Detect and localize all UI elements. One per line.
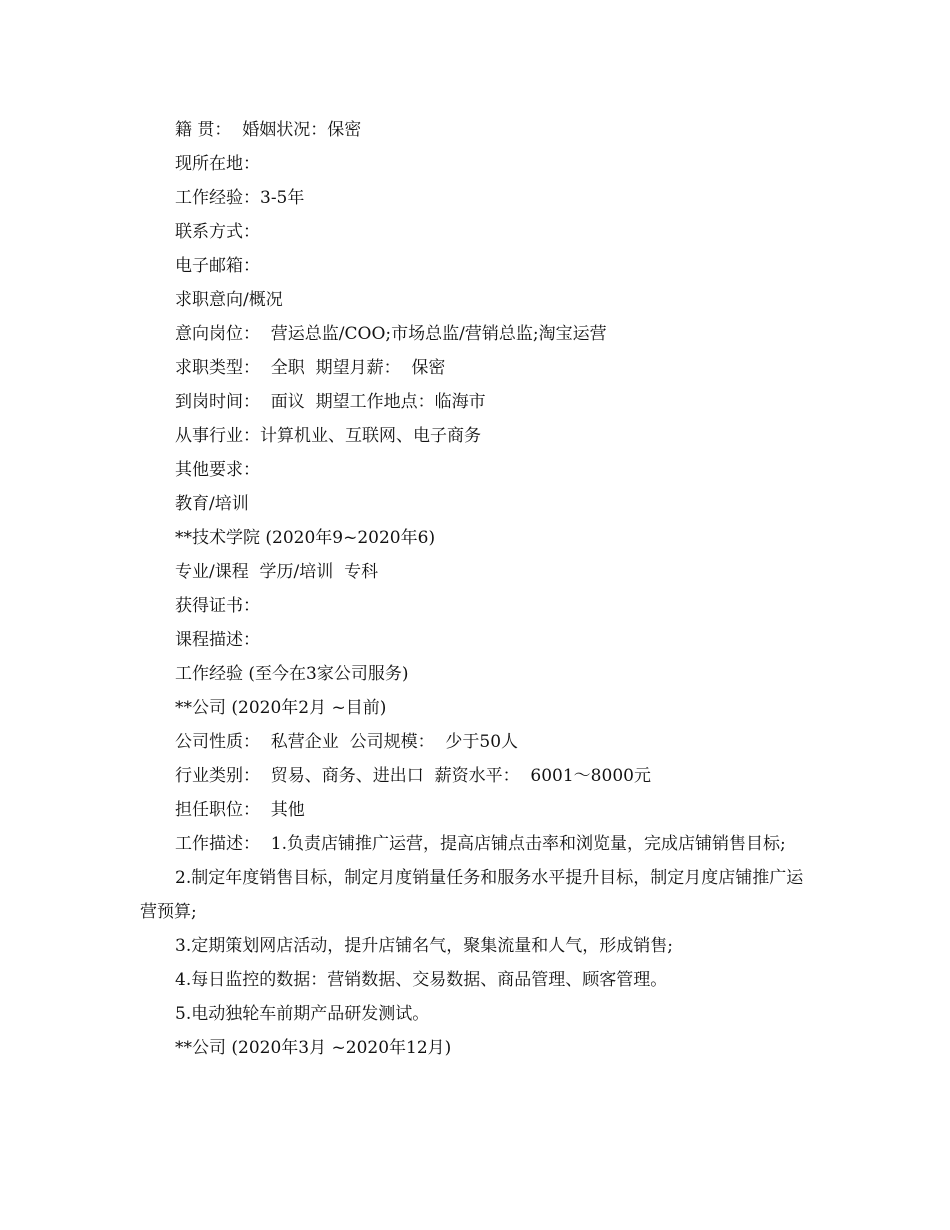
resume-content <box>140 113 820 1065</box>
contact-line: 联系方式： <box>175 222 260 242</box>
industry-category-salary-line: 行业类别： 贸易、商务、进出口 薪资水平： 6001～8000元 <box>175 766 651 786</box>
work-description-paragraph-2: 2.制定年度销售目标，制定月度销量任务和服务水平提升目标，制定月度店铺推广运营预算; <box>140 868 804 922</box>
company-2-line: **公司 (2020年3月 ~2020年12月) <box>175 1038 452 1058</box>
work-description-item-3: 3.定期策划网店活动，提升店铺名气，聚集流量和人气，形成销售; <box>175 936 673 956</box>
job-type-salary-line: 求职类型： 全职 期望月薪： 保密 <box>175 358 446 378</box>
school-line: **技术学院 (2020年9~2020年6) <box>175 528 436 548</box>
certificates-line: 获得证书： <box>175 596 260 616</box>
section-heading-education: 教育/培训 <box>175 494 249 514</box>
section-heading-work-experience: 工作经验 (至今在3家公司服务) <box>175 664 409 684</box>
work-description-paragraph-1: 工作描述： 1.负责店铺推广运营，提高店铺点击率和浏览量，完成店铺销售目标; <box>175 834 786 854</box>
industry-line: 从事行业：计算机业、互联网、电子商务 <box>175 426 481 446</box>
desired-position-line: 意向岗位： 营运总监/COO;市场总监/营销总监;淘宝运营 <box>175 324 607 344</box>
start-time-location-line: 到岗时间： 面议 期望工作地点：临海市 <box>175 392 486 412</box>
other-requirements-line: 其他要求： <box>175 460 260 480</box>
email-line: 电子邮箱： <box>175 256 260 276</box>
work-experience-years-line: 工作经验：3-5年 <box>175 188 305 208</box>
work-description-item-4: 4.每日监控的数据：营销数据、交易数据、商品管理、顾客管理。 <box>175 970 668 990</box>
native-place-marital-line: 籍 贯： 婚姻状况：保密 <box>175 120 362 140</box>
course-description-line: 课程描述： <box>175 630 260 650</box>
major-degree-line: 专业/课程 学历/培训 专科 <box>175 562 379 582</box>
company-1-line: **公司 (2020年2月 ~目前) <box>175 698 387 718</box>
company-nature-size-line: 公司性质： 私营企业 公司规模： 少于50人 <box>175 732 519 752</box>
work-description-item-5: 5.电动独轮车前期产品研发测试。 <box>175 1004 430 1024</box>
position-held-line: 担任职位： 其他 <box>175 800 305 820</box>
section-heading-job-intention: 求职意向/概况 <box>175 290 283 310</box>
current-location-line: 现所在地： <box>175 154 260 174</box>
